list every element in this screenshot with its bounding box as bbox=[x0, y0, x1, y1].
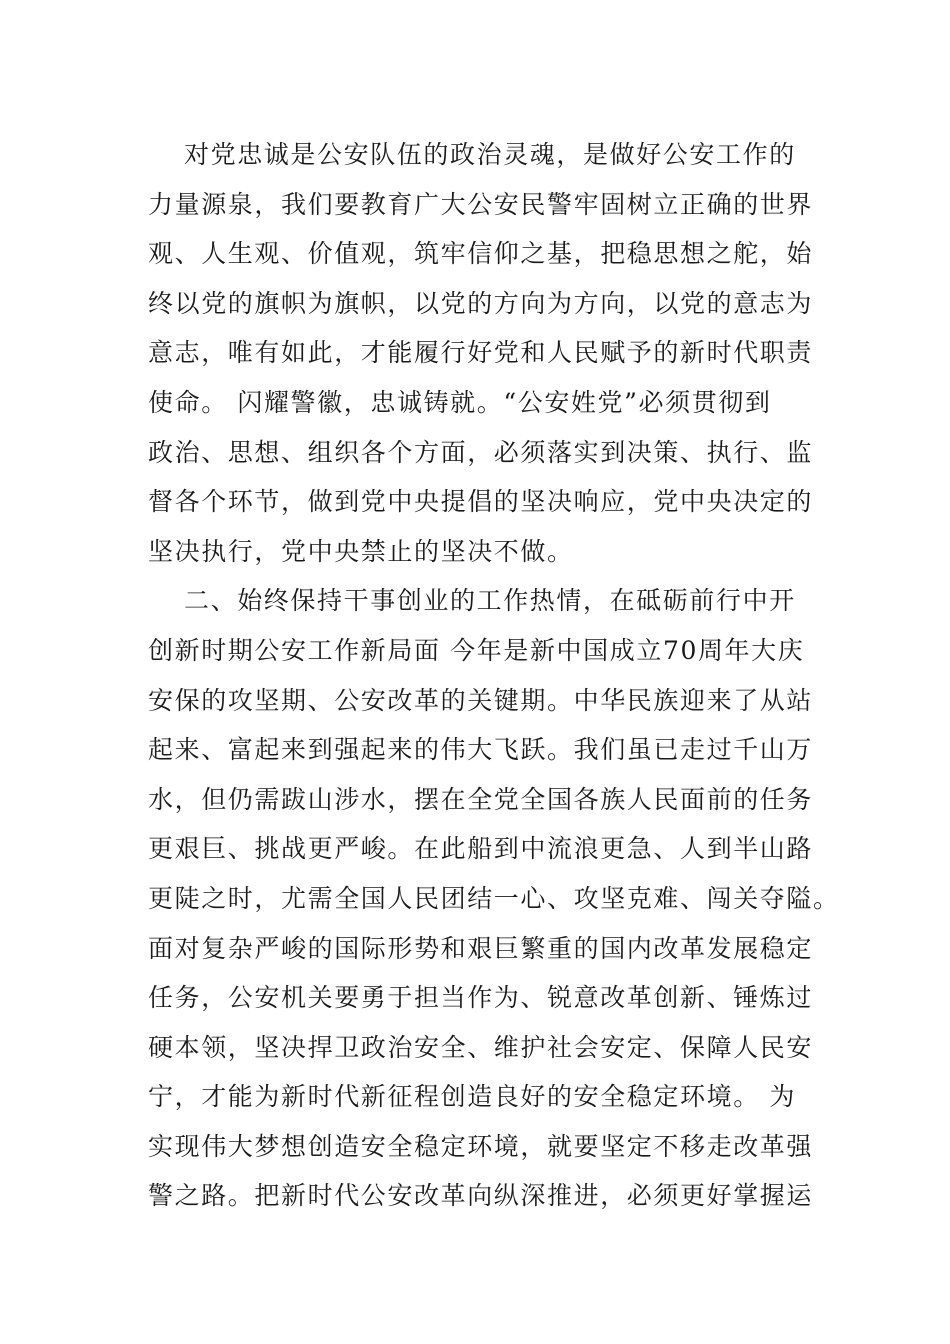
text-line: 更艰巨、挑战更严峻。在此船到中流浪更急、人到半山路 bbox=[148, 834, 814, 864]
text-line: 意志，唯有如此，才能履行好党和人民赋予的新时代职责 bbox=[148, 338, 814, 368]
text-line: 使命。 闪耀警徽，忠诚铸就。“公安姓党”必须贯彻到 bbox=[148, 387, 772, 417]
text-line: 观、人生观、价值观，筑牢信仰之基，把稳思想之舵，始 bbox=[148, 239, 814, 269]
text-line: 起来、富起来到强起来的伟大飞跃。我们虽已走过千山万 bbox=[148, 735, 814, 765]
text-line: 安保的攻坚期、公安改革的关键期。中华民族迎来了从站 bbox=[148, 685, 814, 715]
text-line: 更陡之时，尤需全国人民团结一心、攻坚克难、闯关夺隘。 bbox=[148, 883, 840, 913]
text-line: 坚决执行，党中央禁止的坚决不做。 bbox=[148, 536, 574, 566]
text-line: 创新时期公安工作新局面 今年是新中国成立70周年大庆 bbox=[148, 635, 805, 665]
section-heading-line: 二、始终保持干事创业的工作热情，在砥砺前行中开 bbox=[184, 586, 796, 616]
text-line: 警之路。把新时代公安改革向纵深推进，必须更好掌握运 bbox=[148, 1181, 814, 1211]
text-line: 任务，公安机关要勇于担当作为、锐意改革创新、锤炼过 bbox=[148, 983, 814, 1013]
text-line: 政治、思想、组织各个方面，必须落实到决策、执行、监 bbox=[148, 437, 814, 467]
text-line: 宁，才能为新时代新征程创造良好的安全稳定环境。 为 bbox=[148, 1082, 796, 1112]
text-line: 终以党的旗帜为旗帜，以党的方向为方向，以党的意志为 bbox=[148, 288, 814, 318]
text-line: 实现伟大梦想创造安全稳定环境，就要坚定不移走改革强 bbox=[148, 1131, 814, 1161]
text-line: 督各个环节，做到党中央提倡的坚决响应，党中央决定的 bbox=[148, 487, 814, 517]
text-line: 水，但仍需跋山涉水，摆在全党全国各族人民面前的任务 bbox=[148, 784, 814, 814]
text-line: 力量源泉，我们要教育广大公安民警牢固树立正确的世界 bbox=[148, 189, 814, 219]
document-body bbox=[148, 130, 840, 1221]
text-line: 对党忠诚是公安队伍的政治灵魂，是做好公安工作的 bbox=[184, 140, 796, 169]
text-line: 面对复杂严峻的国际形势和艰巨繁重的国内改革发展稳定 bbox=[148, 933, 814, 963]
text-line: 硬本领，坚决捍卫政治安全、维护社会安定、保障人民安 bbox=[148, 1032, 814, 1062]
